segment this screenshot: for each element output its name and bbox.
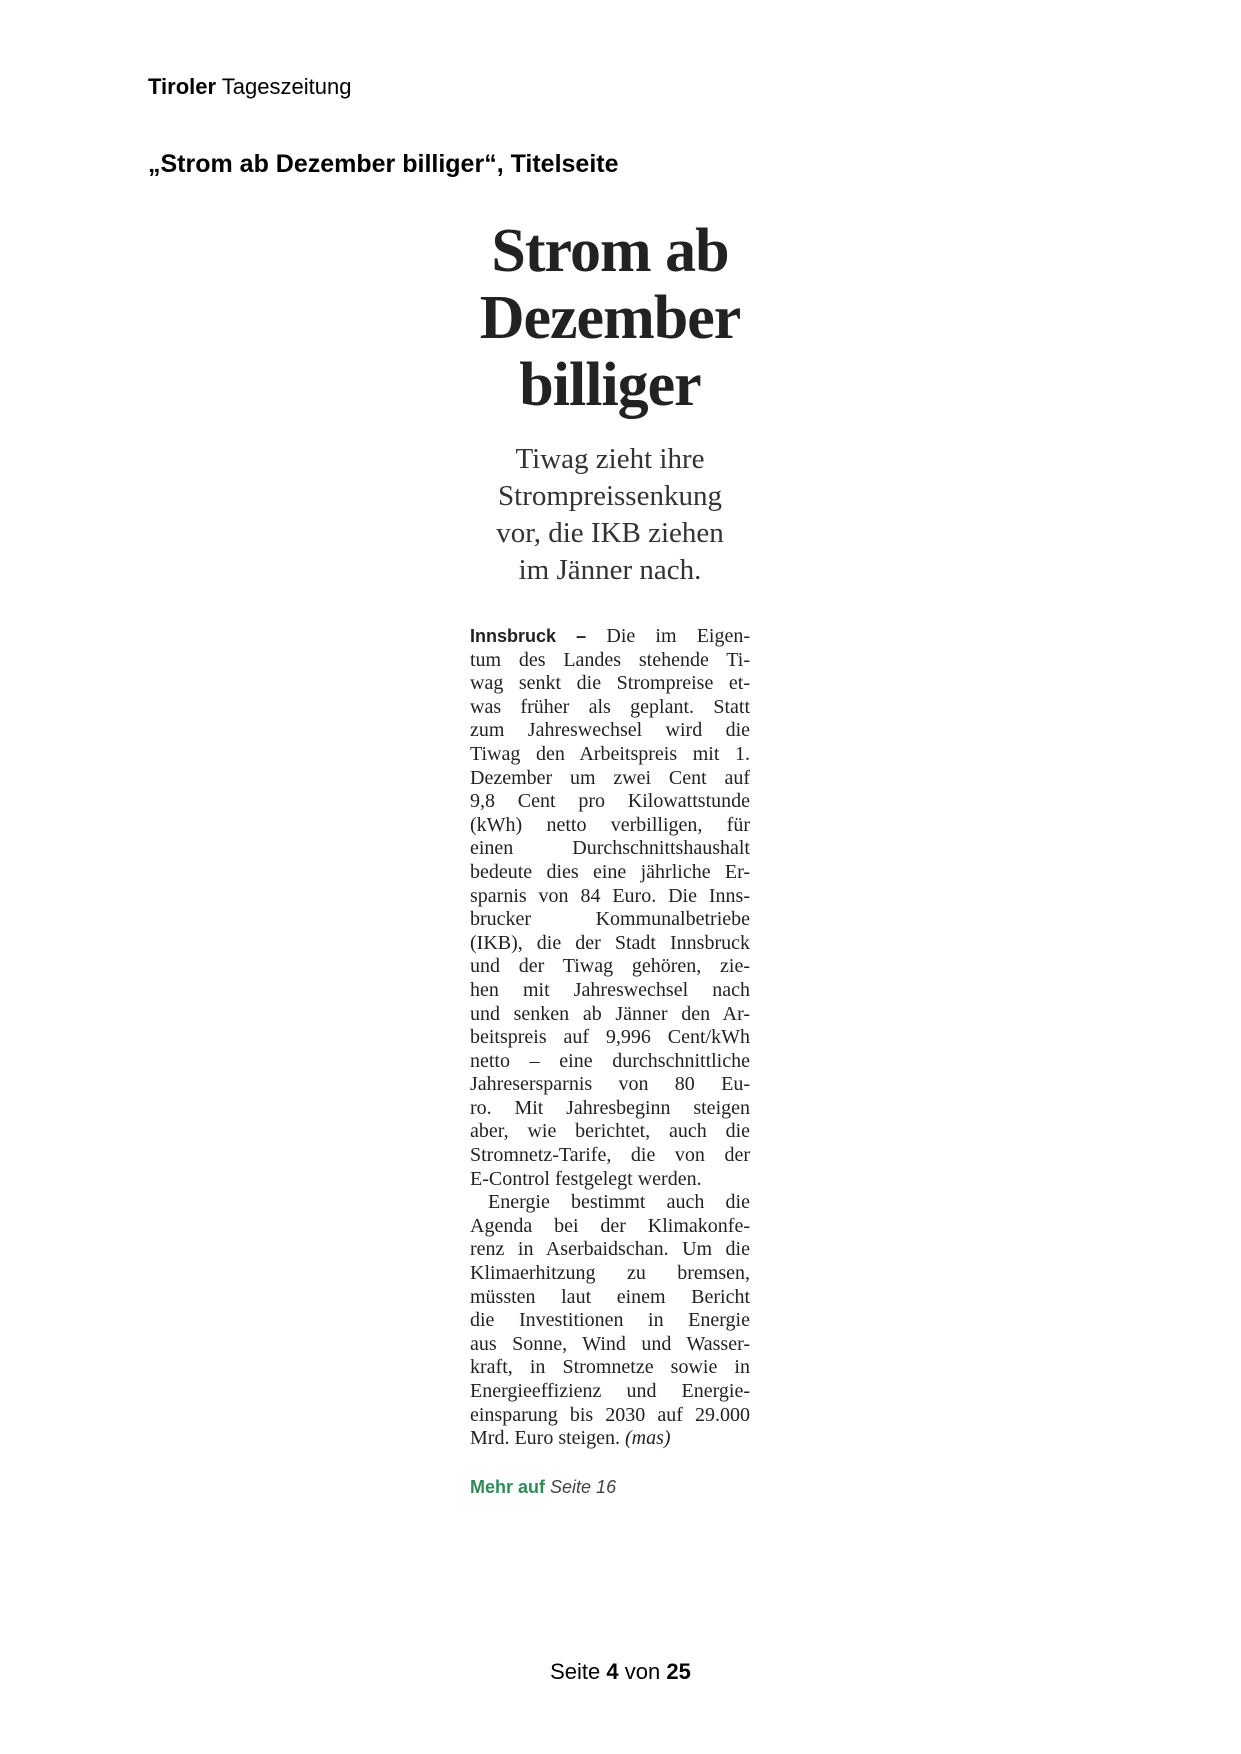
- article-clipping: [470, 218, 750, 1498]
- body-line: die Investitionen in Energie: [470, 1309, 750, 1332]
- more-reference: [470, 1477, 750, 1498]
- subhead-line: Strompreissenkung: [498, 480, 722, 512]
- article-headline: [470, 218, 750, 419]
- body-line: Klimaerhitzung zu bremsen,: [470, 1262, 750, 1285]
- body-line: E-Control festgelegt werden.: [470, 1167, 702, 1190]
- article-dateline: Innsbruck –: [470, 626, 587, 646]
- page-current: 4: [606, 1659, 619, 1684]
- article-body: [470, 625, 750, 1451]
- page-total: 25: [666, 1659, 691, 1684]
- body-line: wag senkt die Strompreise et-: [470, 672, 750, 695]
- body-line-final: [470, 1427, 750, 1451]
- body-line: hen mit Jahreswechsel nach: [470, 978, 750, 1001]
- body-line: brucker Kommunalbetriebe: [470, 908, 750, 931]
- more-label: Mehr auf: [470, 1476, 546, 1497]
- body-line: Energieeffizienz und Energie-: [470, 1380, 750, 1402]
- body-line: netto – eine durchschnittliche: [470, 1049, 750, 1072]
- body-line: und senken ab Jänner den Ar-: [470, 1002, 750, 1025]
- body-line: Dezember um zwei Cent auf: [470, 766, 750, 789]
- body-line: müssten laut einem Bericht: [470, 1285, 750, 1308]
- body-line: aus Sonne, Wind und Wasser-: [470, 1332, 750, 1355]
- author-signature: (mas): [624, 1427, 671, 1450]
- more-page-ref: Seite 16: [550, 1476, 617, 1497]
- headline-line: Dezember: [479, 284, 741, 352]
- subhead-line: Tiwag zieht ihre: [515, 443, 705, 475]
- body-line: tum des Landes stehende Ti-: [470, 648, 750, 671]
- body-line: Agenda bei der Klimakonfe-: [470, 1214, 750, 1237]
- document-title: „Strom ab Dezember billiger“, Titelseite: [148, 150, 619, 178]
- body-line: einen Durchschnittshaushalt: [470, 837, 750, 860]
- body-line: Energie bestimmt auch die: [488, 1191, 750, 1214]
- body-line: was früher als geplant. Statt: [470, 695, 750, 718]
- body-line: sparnis von 84 Euro. Die Inns-: [470, 884, 750, 907]
- body-line: beitspreis auf 9,996 Cent/kWh: [470, 1026, 750, 1049]
- subhead-line: vor, die IKB ziehen: [496, 517, 724, 549]
- publication-name: [148, 72, 351, 102]
- page-prefix: Seite: [550, 1659, 601, 1684]
- article-subheadline: [470, 441, 750, 589]
- headline-line: Strom ab: [491, 217, 729, 285]
- publication-name-bold: Tiroler: [148, 74, 217, 99]
- body-line-text: Die im Eigen-: [606, 625, 750, 647]
- body-line: Tiwag den Arbeitspreis mit 1.: [470, 742, 750, 765]
- body-line: (IKB), die der Stadt Innsbruck: [470, 931, 750, 954]
- body-line: einsparung bis 2030 auf 29.000: [470, 1403, 750, 1426]
- publication-name-rest: Tageszeitung: [221, 74, 352, 99]
- body-line: Stromnetz-Tarife, die von der: [470, 1144, 750, 1167]
- body-line: renz in Aserbaidschan. Um die: [470, 1238, 750, 1261]
- headline-line: billiger: [519, 351, 701, 419]
- subhead-line: im Jänner nach.: [518, 554, 702, 586]
- body-line: bedeute dies eine jährliche Er-: [470, 860, 750, 883]
- body-line: Jahresersparnis von 80 Eu-: [470, 1073, 750, 1096]
- body-line-first: [470, 625, 750, 649]
- body-line: und der Tiwag gehören, zie-: [470, 955, 750, 978]
- body-line: zum Jahreswechsel wird die: [470, 719, 750, 742]
- body-line: (kWh) netto verbilligen, für: [470, 813, 750, 836]
- body-line: ro. Mit Jahresbeginn steigen: [470, 1096, 750, 1119]
- body-line: 9,8 Cent pro Kilowattstunde: [470, 790, 750, 813]
- page-number: [0, 1657, 1241, 1687]
- body-line: kraft, in Stromnetze sowie in: [470, 1356, 750, 1379]
- page-separator: von: [624, 1659, 661, 1684]
- body-line-text: Mrd. Euro steigen.: [470, 1427, 620, 1450]
- body-line: aber, wie berichtet, auch die: [470, 1120, 750, 1143]
